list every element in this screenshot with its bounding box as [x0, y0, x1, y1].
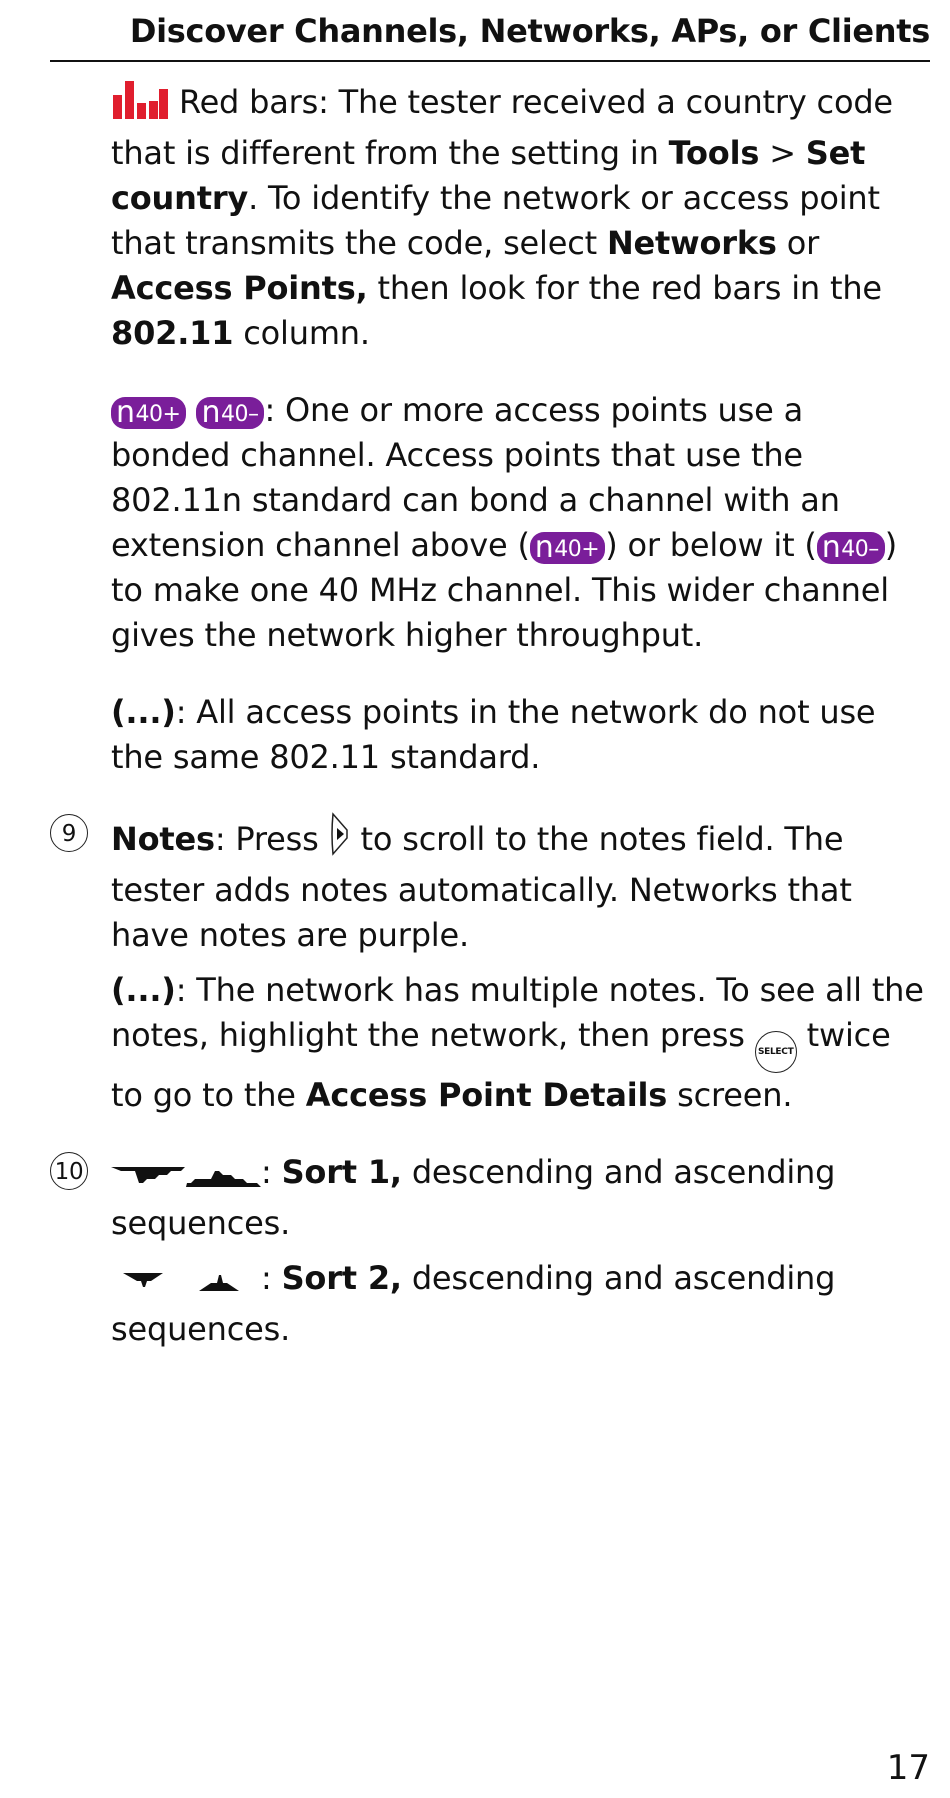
set-country-ref: Set country	[111, 134, 866, 217]
sort2-label: Sort 2,	[281, 1259, 402, 1297]
item-9-notes: 9 Notes: Press to scroll to the notes field. The tester adds notes automatically. Networks that have notes are purple.	[50, 812, 930, 958]
item-10-sort1: 10 : Sort 1, descending and ascending sequences.	[50, 1150, 930, 1246]
bonded-channel-paragraph: n40+ n40– : One or more access points use a bonded channel. Access points that use the 802.11n standard can bond a channel with an extension channel above ( n40+ ) or below it ( n40– ) to make one 40 MHz channel. This wider channel gives the network higher throughput.	[111, 391, 898, 654]
networks-ref: Networks	[606, 224, 777, 262]
n40-plus-icon: n40+	[111, 397, 186, 429]
access-points-ref: Access Points,	[111, 269, 368, 307]
mixed-standard-paragraph: (...): All access points in the network do not use the same 802.11 standard.	[111, 693, 876, 776]
page-header	[50, 0, 930, 62]
ellipsis-indicator: (...)	[111, 971, 176, 1009]
red-bars-paragraph: Red bars: The tester received a country code that is different from the setting in Tools > Set country. To identify the network or access point that transmits the code, select Networks or Access Points, then look for the red bars in the 802.11 column.	[111, 83, 893, 352]
page-title: Discover Channels, Networks, APs, or Clients	[129, 12, 930, 50]
n40-plus-icon: n40+	[530, 532, 605, 564]
n40-minus-icon: n40–	[817, 532, 885, 564]
right-arrow-key-icon	[329, 812, 351, 868]
tools-menu-ref: Tools	[668, 134, 760, 172]
select-key-icon: SELECT	[755, 1031, 797, 1073]
sort1-label: Sort 1,	[281, 1153, 402, 1191]
red-bars-icon	[111, 81, 169, 131]
n40-minus-icon: n40–	[196, 397, 264, 429]
ellipsis-indicator: (...)	[111, 693, 176, 731]
access-point-details-ref: Access Point Details	[305, 1076, 668, 1114]
page-content	[50, 80, 930, 1352]
sort1-descending-ascending-icon	[111, 1156, 261, 1201]
page-number: 17	[886, 1748, 930, 1788]
notes-label: Notes	[111, 820, 215, 858]
multiple-notes-paragraph: (...): The network has multiple notes. To see all the notes, highlight the network, then press SELECT twice to go to the Access Point Details screen.	[111, 971, 924, 1114]
callout-number-10: 10	[50, 1152, 88, 1190]
column-802-ref: 802.11	[111, 314, 234, 352]
sort2-descending-ascending-icon	[111, 1262, 261, 1307]
callout-number-9: 9	[50, 814, 88, 852]
item-10-sort2: : Sort 2, descending and ascending sequences.	[111, 1259, 836, 1348]
